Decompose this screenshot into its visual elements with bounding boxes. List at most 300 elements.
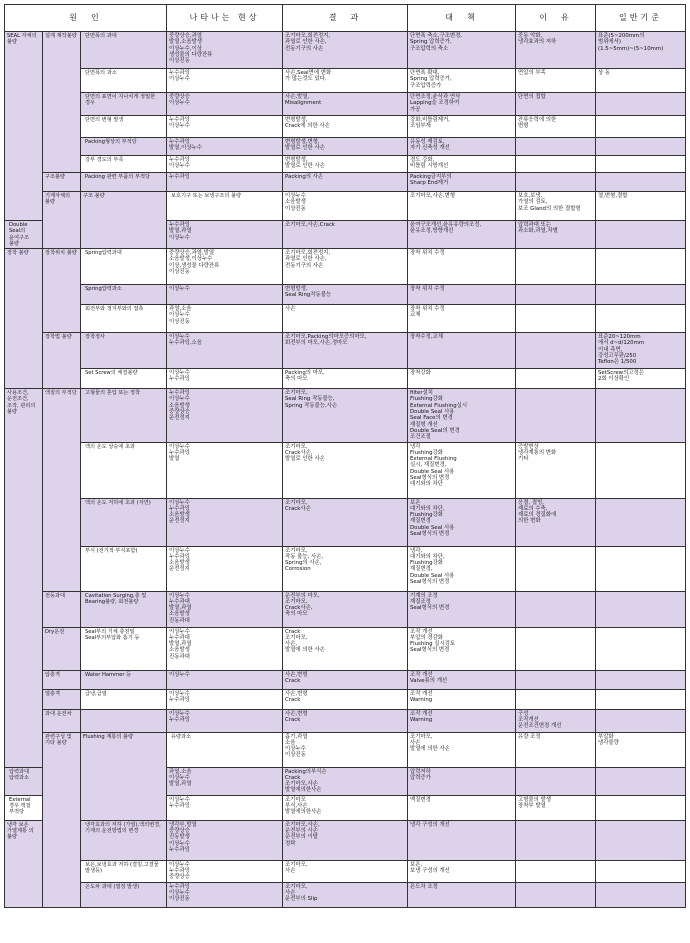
reason-cell xyxy=(516,820,596,860)
phenomenon-cell-line: 누수과잉 xyxy=(169,449,190,456)
measure-cell-line: Flushing강화 xyxy=(410,512,444,519)
phenomenon-cell-line: 운전정지 xyxy=(169,415,190,422)
measure-cell-line: 조작 개선 xyxy=(410,690,433,697)
standard-cell xyxy=(596,442,686,498)
reason-cell-line: 재료의 경질화에 xyxy=(518,512,557,519)
phenomenon-cell-line: 이상진동 xyxy=(169,269,190,276)
reason-cell-line: 재료의 수축, xyxy=(518,505,548,512)
result-cell-line: 조기마모, xyxy=(285,390,308,397)
phenomenon-cell xyxy=(167,546,283,591)
result-cell-line: 부식,사손 xyxy=(285,803,308,810)
measure-cell-line: External Flushing실시 xyxy=(410,402,468,409)
measure-cell xyxy=(516,192,596,221)
result-cell xyxy=(283,627,408,670)
cause-cell: 장착정사 xyxy=(81,333,167,369)
reason-cell-line: 장착부 발열 xyxy=(518,803,546,810)
measure-cell-line: 유동성 재검토, xyxy=(410,139,445,145)
measure-cell-line: Valve류의 개선 xyxy=(410,677,448,684)
phenomenon-cell xyxy=(167,709,283,732)
measure-cell-line: 재질형 개선 xyxy=(410,421,438,428)
reason-cell xyxy=(516,173,596,192)
measure-cell-line: 조임부재 xyxy=(410,123,431,130)
cause-cell: 회전부와 정지부와의 접촉 xyxy=(81,305,167,333)
result-cell-line: Crack xyxy=(285,774,301,781)
table-row xyxy=(5,249,686,285)
measure-cell-line: 장착 위치 수정 xyxy=(410,286,445,293)
result-cell-line: 조기마모,사손, xyxy=(285,821,320,828)
reason-cell-line: 압력과대 또는 xyxy=(518,222,551,228)
phenomenon-cell-line: 이상누수 xyxy=(169,861,190,868)
phenomenon-cell-line: 이상누수 xyxy=(169,163,190,170)
measure-cell-line: Warning xyxy=(410,696,433,703)
table-row xyxy=(5,820,686,860)
standard-cell-line: 상 동 xyxy=(598,70,611,76)
phenomenon-cell-line: 이상누수 xyxy=(169,774,190,781)
measure-cell-line: 재질조정 xyxy=(410,598,431,605)
phenomenon-cell xyxy=(167,442,283,498)
table-row xyxy=(5,882,686,907)
measure-cell xyxy=(408,173,516,192)
phenomenon-cell xyxy=(167,138,283,156)
standard-cell-line: SetScrew의고정은 xyxy=(598,370,644,377)
measure-cell-line: 재질변경, xyxy=(410,566,433,573)
table-row xyxy=(5,333,686,369)
phenomenon-cell-line: 중량상승 xyxy=(169,874,190,881)
phenomenon-cell-line: 이상누수 xyxy=(169,840,190,847)
phenomenon-cell-line: 소음발생,이상누수 xyxy=(169,256,213,263)
result-cell-line: 변형발생, xyxy=(285,286,308,293)
phenomenon-cell-line: 중량상승 xyxy=(169,828,190,835)
reason-cell xyxy=(516,795,596,820)
result-cell xyxy=(283,305,408,333)
standard-cell xyxy=(596,116,686,138)
phenomenon-cell-line: 이상누수 xyxy=(169,890,190,897)
measure-cell-line: Seal형식의 변경 xyxy=(410,531,450,538)
standard-cell xyxy=(596,32,686,69)
phenomenon-cell-line: 이상누수 xyxy=(285,193,306,199)
measure-cell xyxy=(408,93,516,116)
result-cell-line: 발열에의한사손 xyxy=(285,787,322,794)
measure-cell-line: 유량 조정 xyxy=(518,733,541,740)
measure-cell-line: 자기 신축성 개선 xyxy=(410,145,450,152)
measure-cell xyxy=(408,767,516,795)
measure-cell-line: Double Seal 사용 xyxy=(410,468,455,475)
result-cell xyxy=(283,820,408,860)
phenomenon-cell-line: 누수과잉,소음 xyxy=(169,340,202,347)
result-cell-line: 조기마모, xyxy=(285,634,308,641)
phenomenon-cell-line: 이상누수 xyxy=(169,443,190,450)
measure-cell-line: 장착 위치 수정 xyxy=(410,306,445,313)
phenomenon-cell xyxy=(167,305,283,333)
phenomenon-cell xyxy=(167,32,283,69)
phenomenon-cell-line: 발열,과열 xyxy=(169,605,192,612)
measure-cell xyxy=(408,860,516,882)
result-cell-line: 가 많는것도 있다. xyxy=(285,76,327,83)
result-cell-line: 정탁 xyxy=(285,840,296,847)
measure-cell-line: Flushing 실시검토 xyxy=(410,641,456,648)
measure-cell-line: 장착 위치 수정 xyxy=(410,250,445,257)
result-cell-line: 조기마모, xyxy=(285,499,308,506)
reason-cell xyxy=(516,767,596,795)
phenomenon-cell xyxy=(167,173,283,192)
phenomenon-cell-line: 중량상승 xyxy=(169,94,190,100)
result-cell xyxy=(283,882,408,907)
result-cell-line: Corrosion xyxy=(285,566,311,573)
phenomenon-cell-line: 이상누수 xyxy=(169,690,190,697)
reason-cell xyxy=(516,32,596,69)
result-cell-line: 조기마모 xyxy=(285,796,306,803)
phenomenon-cell xyxy=(167,333,283,369)
measure-cell-line: 구조압력의 축소 xyxy=(410,45,449,52)
table-row xyxy=(5,546,686,591)
result-cell-line: 조기마모,사손,변형 xyxy=(410,193,456,199)
cause-cell: 단면폭의 과대 xyxy=(81,32,167,69)
reason-cell-line: 부압화 xyxy=(598,733,614,740)
phenomenon-cell-line: 진동과대 xyxy=(169,617,190,624)
measure-cell-line: 교체 xyxy=(410,312,421,319)
header-row xyxy=(5,5,686,32)
result-cell-line: 조기마모, xyxy=(285,443,308,450)
result-cell-line: 사손 xyxy=(410,739,421,746)
standard-cell xyxy=(596,221,686,249)
measure-cell xyxy=(408,442,516,498)
phenomenon-cell-line: 이상,생성물 다량잔류 xyxy=(169,262,220,269)
result-cell-line: Packing의 마모, xyxy=(285,370,325,377)
cause-cell: 냉각효과의 저하 (가열),액의변경, 기계의 운전방법의 변경 xyxy=(81,820,167,860)
result-cell-line: 사손 xyxy=(285,890,296,897)
subgroup-cool: 냉각 보온 가열계통 의 불량 xyxy=(5,820,43,907)
subgroup-struct: 구조불량 xyxy=(43,173,81,192)
measure-cell-line: 대기와의 차단, xyxy=(410,505,445,512)
phenomenon-cell-line: 소음발생 xyxy=(169,611,190,618)
reason-cell-line: 변형 xyxy=(518,123,529,130)
cause-cell: Packing형상의 부적당 xyxy=(81,138,167,156)
phenomenon-cell-line: 흡기,과열 xyxy=(285,733,308,740)
cause-cell: Set Screw의 체결불량 xyxy=(81,369,167,389)
standard-cell xyxy=(596,369,686,389)
phenomenon-cell xyxy=(167,670,283,689)
result-cell xyxy=(283,369,408,389)
measure-cell xyxy=(408,795,516,820)
phenomenon-cell-line: 누수과대 xyxy=(169,598,190,605)
reason-cell-line: 단면의 접합 xyxy=(518,94,546,100)
result-cell-line: Crack xyxy=(285,696,301,703)
measure-cell xyxy=(408,546,516,591)
subgroup-liquid: 액질의 부적당 xyxy=(43,389,81,591)
measure-cell xyxy=(408,333,516,369)
standard-cell xyxy=(596,156,686,173)
phenomenon-cell-line: 이상누수 xyxy=(169,334,190,341)
phenomenon-cell xyxy=(167,860,283,882)
result-cell xyxy=(283,546,408,591)
result-cell-line: 조기마모, xyxy=(410,733,433,740)
header-phenomenon: 나타나는 현상 xyxy=(167,5,283,32)
measure-cell-line: 냉각 구성의 개선 xyxy=(410,821,450,828)
standard-cell xyxy=(596,498,686,546)
result-cell-line: 발열에의한사손 xyxy=(285,809,322,816)
phenomenon-cell xyxy=(167,285,283,305)
phenomenon-cell-line: 누수과잉 xyxy=(169,846,190,853)
phenomenon-cell-line: 누수과대 xyxy=(169,634,190,641)
reason-cell-line: 고형물의 발생 xyxy=(518,796,551,803)
standard-cell xyxy=(596,882,686,907)
measure-cell-line: 가열의 검토, xyxy=(518,199,548,206)
measure-cell-line: 윤여구조개선,윤유유량의조정, xyxy=(410,222,482,228)
subgroup-sudden: 압충격 xyxy=(43,670,81,689)
result-cell-line: 발열로 인한 사손 xyxy=(285,456,325,463)
measure-cell-line: Seal형식의 변경 xyxy=(410,605,450,612)
cause-cell: 급냉,급열 xyxy=(81,689,167,709)
result-cell-line: 조기마모, xyxy=(285,883,308,890)
result-cell-line: Crack사손, xyxy=(285,605,313,612)
subgroup-machine_struct: 구조 불량 xyxy=(81,192,167,249)
group-seal: SEAL 자체의 불량 xyxy=(5,32,43,221)
measure-cell-line: Lapping을 조정하여 xyxy=(410,100,460,107)
reason-cell xyxy=(516,305,596,333)
phenomenon-cell-line: 이상진동 xyxy=(285,752,306,759)
standard-cell xyxy=(596,93,686,116)
standard-cell-line: 이내 측면, xyxy=(598,346,623,353)
table-row xyxy=(5,369,686,389)
table-row xyxy=(5,192,686,221)
result-cell-line: 발열에 의한 사손 xyxy=(285,647,325,654)
result-cell xyxy=(283,138,408,156)
measure-cell xyxy=(408,138,516,156)
measure-cell-line: 단면폭 축소,구조변경, xyxy=(410,33,463,39)
measure-cell-line: 조작 개선 xyxy=(410,710,433,717)
measure-cell xyxy=(408,498,516,546)
phenomenon-cell-line: 이상진동 xyxy=(169,58,190,65)
table-row xyxy=(5,285,686,305)
measure-cell-line: 강화,비틀림제거, xyxy=(410,117,450,123)
phenomenon-cell xyxy=(167,882,283,907)
group-rel: 관련구성 및 기타 불량 xyxy=(43,732,81,907)
phenomenon-cell-line: 진동발생 xyxy=(169,834,190,841)
reason-cell xyxy=(516,860,596,882)
phenomenon-cell-line: 누수과잉 xyxy=(169,70,190,76)
reason-cell-line: 열,변형,결합 xyxy=(598,193,628,199)
result-cell xyxy=(283,860,408,882)
result-cell-line: 사손, xyxy=(285,641,298,648)
measure-cell-line: Packing금지부의 xyxy=(410,174,452,180)
phenomenon-cell-line: 누수과잉 xyxy=(169,139,190,145)
table-row xyxy=(5,591,686,627)
standard-cell xyxy=(596,389,686,442)
phenomenon-cell-line: 이상누수 xyxy=(169,499,190,506)
phenomenon-cell xyxy=(167,689,283,709)
measure-cell-line: 온도차 조정 xyxy=(410,883,438,890)
measure-cell-line: Seal형식의 변경 xyxy=(410,475,450,482)
measure-cell-line: Sharp End제거 xyxy=(410,180,449,187)
phenomenon-cell-line: 이상누수 xyxy=(169,671,190,678)
result-cell-line: Crack사손 xyxy=(285,505,311,512)
measure-cell-line: 보조 Gland의 의한 결합형 xyxy=(518,205,581,212)
measure-cell-line: 비틀림 시방개선 xyxy=(410,163,449,170)
result-cell-line: 과열로 인한 사손, xyxy=(285,256,327,263)
measure-cell xyxy=(408,69,516,93)
reason-cell xyxy=(516,221,596,249)
phenomenon-cell-line: 중량상승 xyxy=(169,409,190,416)
measure-cell-line: 조작 개선 xyxy=(410,628,433,635)
group-install: 장착 불량 xyxy=(5,249,43,389)
measure-cell-line: 액질변경 xyxy=(410,796,431,803)
phenomenon-cell xyxy=(167,156,283,173)
standard-cell xyxy=(596,795,686,820)
standard-cell xyxy=(596,767,686,795)
phenomenon-cell-line: 이상누수 xyxy=(169,76,190,83)
phenomenon-cell-line: 이상진동 xyxy=(169,896,190,903)
measure-cell-line: Seal형식의 변경 xyxy=(410,647,450,654)
phenomenon-cell-line: 운전정지 xyxy=(169,566,190,573)
result-cell-line: 발열로 인한 사손 xyxy=(285,163,325,170)
measure-cell-line: Double Seal의 변경 xyxy=(410,427,460,434)
phenomenon-cell-line: 냉각부,발열 xyxy=(169,821,197,828)
phenomenon-cell-line: 이상누수 xyxy=(169,396,190,403)
phenomenon-cell-line: 누수과잉 xyxy=(169,803,190,810)
measure-cell xyxy=(408,156,516,173)
reason-cell xyxy=(516,333,596,369)
standard-cell xyxy=(596,546,686,591)
cause-cell: 온도차 과대 (열정 발생) xyxy=(81,882,167,907)
result-cell-line: 사손 xyxy=(285,868,296,875)
measure-cell-line: 단면조정,윤삭과 연삭 xyxy=(410,94,461,100)
phenomenon-cell-line: 이상누수 xyxy=(169,628,190,635)
result-cell-line: Packing의부식손 xyxy=(285,768,327,775)
result-cell-line: 조기마모,Packing의마모증의마모, xyxy=(285,334,367,341)
reason-cell-line: 냉각불량 xyxy=(598,739,619,746)
measure-cell-line: 경도 강화, xyxy=(410,157,435,163)
phenomenon-cell-line: 과열,소음 xyxy=(169,768,192,775)
result-cell xyxy=(283,442,408,498)
header-reason: 이 유 xyxy=(516,5,596,32)
phenomenon-cell-line: 이상누수 xyxy=(169,123,190,130)
result-cell xyxy=(283,93,408,116)
result-cell xyxy=(283,285,408,305)
result-cell-line: 조기마모,사손 xyxy=(285,781,318,788)
result-cell xyxy=(283,32,408,69)
measure-cell-line: Spring 압력증가, xyxy=(410,39,452,46)
measure-cell-line: 보호,보냉, xyxy=(518,193,543,199)
measure-cell-line: 냉각, xyxy=(410,547,423,554)
measure-cell xyxy=(408,820,516,860)
measure-cell-line: 장착수정,교체 xyxy=(410,334,443,341)
measure-cell-line: 부압의 경감화 xyxy=(410,634,443,641)
header-measure: 대 책 xyxy=(408,5,516,32)
table-row xyxy=(5,32,686,69)
standard-cell xyxy=(596,69,686,93)
table-row xyxy=(5,138,686,156)
measure-cell-line: Warning xyxy=(410,716,433,723)
result-cell-line: 축의 마모 xyxy=(285,376,308,383)
phenomenon-cell-line: 발열,과열 xyxy=(169,641,192,648)
result-cell xyxy=(283,498,408,546)
phenomenon-cell xyxy=(167,591,283,627)
measure-cell-line: 재질변경 xyxy=(410,518,431,525)
reason-cell-line: 기타 xyxy=(518,456,529,463)
reason-cell xyxy=(596,732,686,767)
phenomenon-cell-line: 소음발생 xyxy=(169,560,190,567)
standard-cell xyxy=(596,285,686,305)
reason-cell-line: 응결, 결빙, xyxy=(518,499,544,506)
reason-cell-line: 구성 xyxy=(518,710,529,717)
result-cell-line: 운전부의 마모, xyxy=(285,592,320,599)
measure-cell-line: Flushing강화 xyxy=(410,449,444,456)
standard-cell-line: (1.5~5mm)~(5~10mm) xyxy=(598,45,664,52)
result-cell xyxy=(283,333,408,369)
phenomenon-cell xyxy=(167,627,283,670)
result-cell-line: 조기마모, xyxy=(285,598,308,605)
result-cell-line: 사손,Seal면에 변화 xyxy=(285,70,332,76)
result-cell-line: 조기마모, xyxy=(285,547,308,554)
result-cell-line: 조기마모, xyxy=(285,861,308,868)
phenomenon-cell xyxy=(167,249,283,285)
standard-cell-line: 강성고무판/250 xyxy=(598,353,637,360)
phenomenon-cell xyxy=(167,389,283,442)
phenomenon-cell-line: 누수과잉 xyxy=(169,117,190,123)
reason-cell xyxy=(516,442,596,498)
measure-cell xyxy=(408,285,516,305)
measure-cell-line: 압력저하 xyxy=(410,768,431,775)
cause-cell: Packing 관련 부품의 부적당 xyxy=(81,173,167,192)
standard-cell xyxy=(596,173,686,192)
phenomenon-cell xyxy=(167,820,283,860)
reason-cell xyxy=(516,498,596,546)
measure-cell xyxy=(408,389,516,442)
reason-cell xyxy=(516,882,596,907)
phenomenon-cell xyxy=(167,369,283,389)
phenomenon-cell xyxy=(283,192,408,221)
cause-cell: 액의 온도 상승에 초과 xyxy=(81,442,167,498)
measure-cell-line: 단면폭 확대, xyxy=(410,70,440,76)
cause-cell: Water Hammer 등 xyxy=(81,670,167,689)
measure-cell xyxy=(408,882,516,907)
standard-cell-line: 표준(5~200mm의 xyxy=(598,33,645,39)
reason-cell xyxy=(516,138,596,156)
table-row xyxy=(5,156,686,173)
reason-cell-line: 냉각효과의 저하 xyxy=(518,39,557,46)
cause-cell: 단면의 변형 발생 xyxy=(81,116,167,138)
standard-cell-line: 표준20~120mm xyxy=(598,334,641,341)
measure-cell-line: 조건조절 xyxy=(410,434,431,441)
phenomenon-cell-line: 이상누수,이상 xyxy=(169,45,202,52)
measure-cell-line: External Flushing xyxy=(410,456,457,463)
standard-cell xyxy=(596,591,686,627)
phenomenon-cell-line: 이상누수 xyxy=(169,234,190,241)
phenomenon-cell-line: 누수과잉 xyxy=(169,390,190,397)
table-row xyxy=(5,305,686,333)
phenomenon-cell-line: 누수과잉 xyxy=(169,696,190,703)
result-cell-line: Crack xyxy=(285,716,301,723)
phenomenon-cell-line: 누수과잉 xyxy=(169,553,190,560)
measure-cell-line: Flushing강화 xyxy=(410,396,444,403)
phenomenon-cell-line: 누수과잉 xyxy=(169,157,190,163)
result-cell xyxy=(283,795,408,820)
measure-cell-line: 냉각 xyxy=(410,443,421,450)
result-cell-line: 조기마모,사손,Crack xyxy=(285,222,336,228)
measure-cell-line: filter설치 xyxy=(410,390,433,397)
reason-cell-line: 중동 악화, xyxy=(518,33,543,39)
standard-cell-line: Teflon은 1/500 xyxy=(598,359,637,366)
phenomenon-cell-line: 이상누수 xyxy=(169,286,190,293)
reason-cell xyxy=(516,389,596,442)
result-cell-line: 사손,발열, xyxy=(285,94,310,100)
table-row xyxy=(5,860,686,882)
result-cell-line: 사손,변형 xyxy=(285,690,308,697)
phenomenon-cell-line: 누수과잉 xyxy=(169,222,190,228)
standard-cell xyxy=(596,627,686,670)
phenomenon-cell-line: 소음발생 xyxy=(169,402,190,409)
measure-cell-line: Seal Face의 변경 xyxy=(410,415,453,422)
